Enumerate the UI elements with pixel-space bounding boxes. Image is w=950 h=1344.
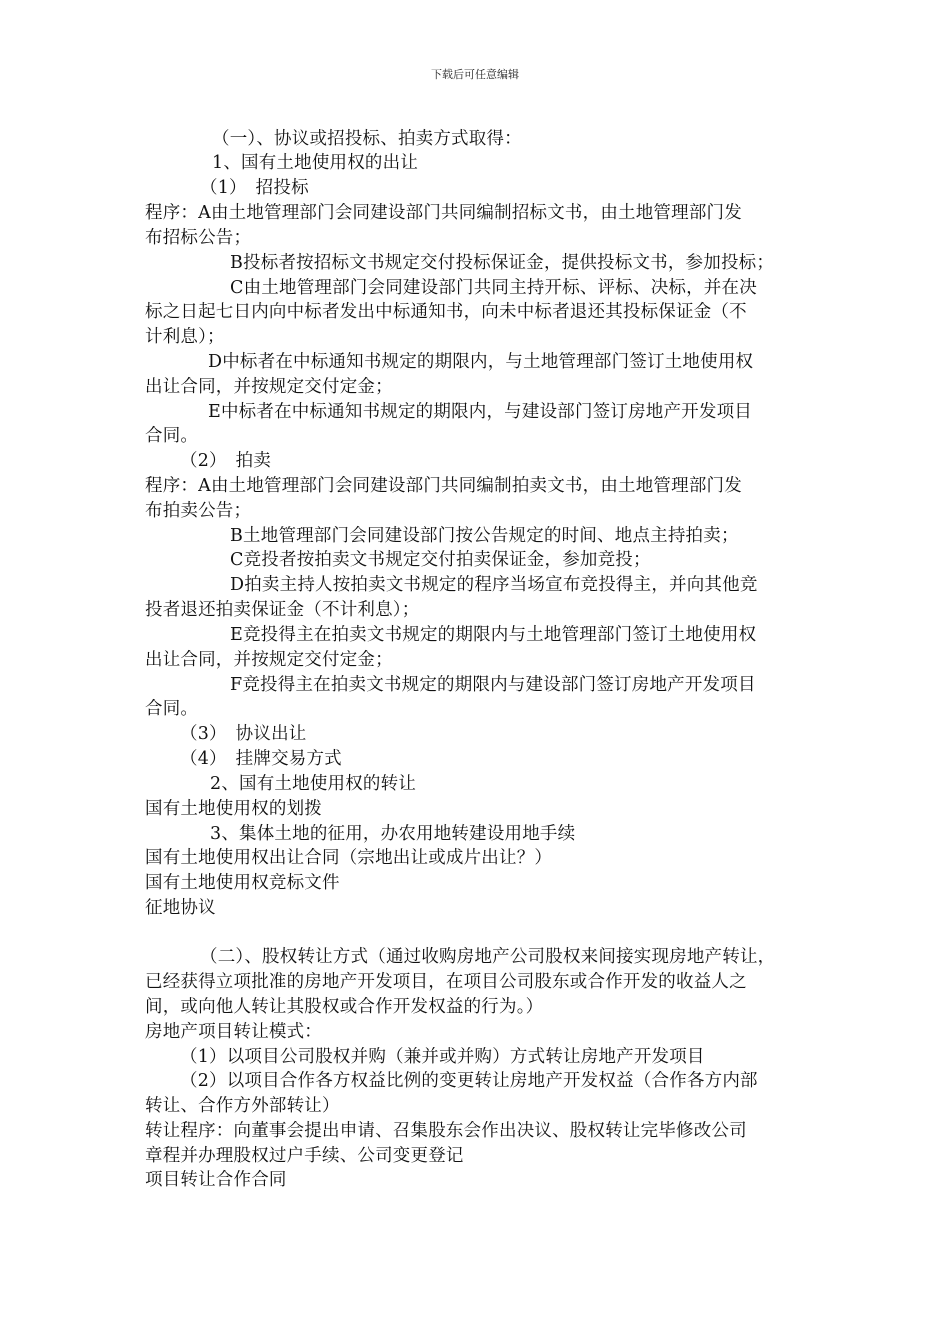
- paragraph-line: 项目转让合作合同: [145, 1170, 287, 1190]
- paragraph-line: 布招标公告；: [145, 228, 252, 248]
- paragraph-line: 间，或向他人转让其股权或合作开发权益的行为。）: [145, 997, 544, 1017]
- subheading: （1） 招投标: [200, 178, 309, 198]
- paragraph-line: D中标者在中标通知书规定的期限内，与土地管理部门签订土地使用权: [208, 352, 754, 372]
- paragraph-line: 投者退还拍卖保证金（不计利息）；: [145, 600, 420, 620]
- paragraph-line: 国有土地使用权的划拨: [145, 799, 322, 819]
- paragraph-line: 合同。: [145, 426, 199, 446]
- paragraph-line: D拍卖主持人按拍卖文书规定的程序当场宣布竞投得主，并向其他竞: [230, 575, 758, 595]
- subheading: （3） 协议出让: [180, 724, 307, 744]
- paragraph-line: 房地产项目转让模式：: [145, 1022, 322, 1042]
- paragraph-line: （1）以项目公司股权并购（兼并或并购）方式转让房地产开发项目: [180, 1047, 705, 1067]
- paragraph-line: E竞投得主在拍卖文书规定的期限内与土地管理部门签订土地使用权: [230, 625, 757, 645]
- paragraph-line: 计利息）；: [145, 327, 225, 347]
- page-header: 下载后可任意编辑: [431, 68, 519, 81]
- paragraph-line: 章程并办理股权过户手续、公司变更登记: [145, 1146, 464, 1166]
- paragraph-line: 标之日起七日内向中标者发出中标通知书，向未中标者退还其投标保证金（不: [145, 302, 747, 322]
- paragraph-line: 程序：A由土地管理部门会同建设部门共同编制拍卖文书，由土地管理部门发: [145, 476, 742, 496]
- subheading: 1、国有土地使用权的出让: [212, 153, 419, 173]
- section-heading: （二）、股权转让方式（通过收购房地产公司股权来间接实现房地产转让，: [200, 947, 776, 967]
- paragraph-line: 合同。: [145, 699, 199, 719]
- paragraph-line: 征地协议: [145, 898, 216, 918]
- paragraph-line: 出让合同，并按规定交付定金；: [145, 650, 393, 670]
- subheading: （2） 拍卖: [180, 451, 272, 471]
- paragraph-line: （2）以项目合作各方权益比例的变更转让房地产开发权益（合作各方内部: [180, 1071, 758, 1091]
- paragraph-line: 出让合同，并按规定交付定金；: [145, 377, 393, 397]
- paragraph-line: B土地管理部门会同建设部门按公告规定的时间、地点主持拍卖；: [230, 526, 739, 546]
- paragraph-line: B投标者按招标文书规定交付投标保证金，提供投标文书，参加投标；: [230, 253, 775, 273]
- paragraph-line: 程序：A由土地管理部门会同建设部门共同编制招标文书，由土地管理部门发: [145, 203, 742, 223]
- paragraph-line: 转让、合作方外部转让）: [145, 1096, 340, 1116]
- paragraph-line: 转让程序：向董事会提出申请、召集股东会作出决议、股权转让完毕修改公司: [145, 1121, 747, 1141]
- paragraph-line: 国有土地使用权竞标文件: [145, 873, 340, 893]
- paragraph-line: E中标者在中标通知书规定的期限内，与建设部门签订房地产开发项目: [208, 402, 752, 422]
- section-heading: （一）、协议或招投标、拍卖方式取得：: [212, 129, 522, 149]
- paragraph-line: C由土地管理部门会同建设部门共同主持开标、评标、决标，并在决: [230, 278, 757, 298]
- subheading: 3、集体土地的征用，办农用地转建设用地手续: [210, 824, 576, 844]
- subheading: （4） 挂牌交易方式: [180, 749, 342, 769]
- paragraph-line: 布拍卖公告；: [145, 501, 252, 521]
- paragraph-line: 国有土地使用权出让合同（宗地出让或成片出让？）: [145, 848, 553, 868]
- paragraph-line: C竞投者按拍卖文书规定交付拍卖保证金，参加竞投；: [230, 550, 651, 570]
- subheading: 2、国有土地使用权的转让: [210, 774, 417, 794]
- paragraph-line: F竞投得主在拍卖文书规定的期限内与建设部门签订房地产开发项目: [230, 675, 756, 695]
- paragraph-line: 已经获得立项批准的房地产开发项目，在项目公司股东或合作开发的收益人之: [145, 972, 747, 992]
